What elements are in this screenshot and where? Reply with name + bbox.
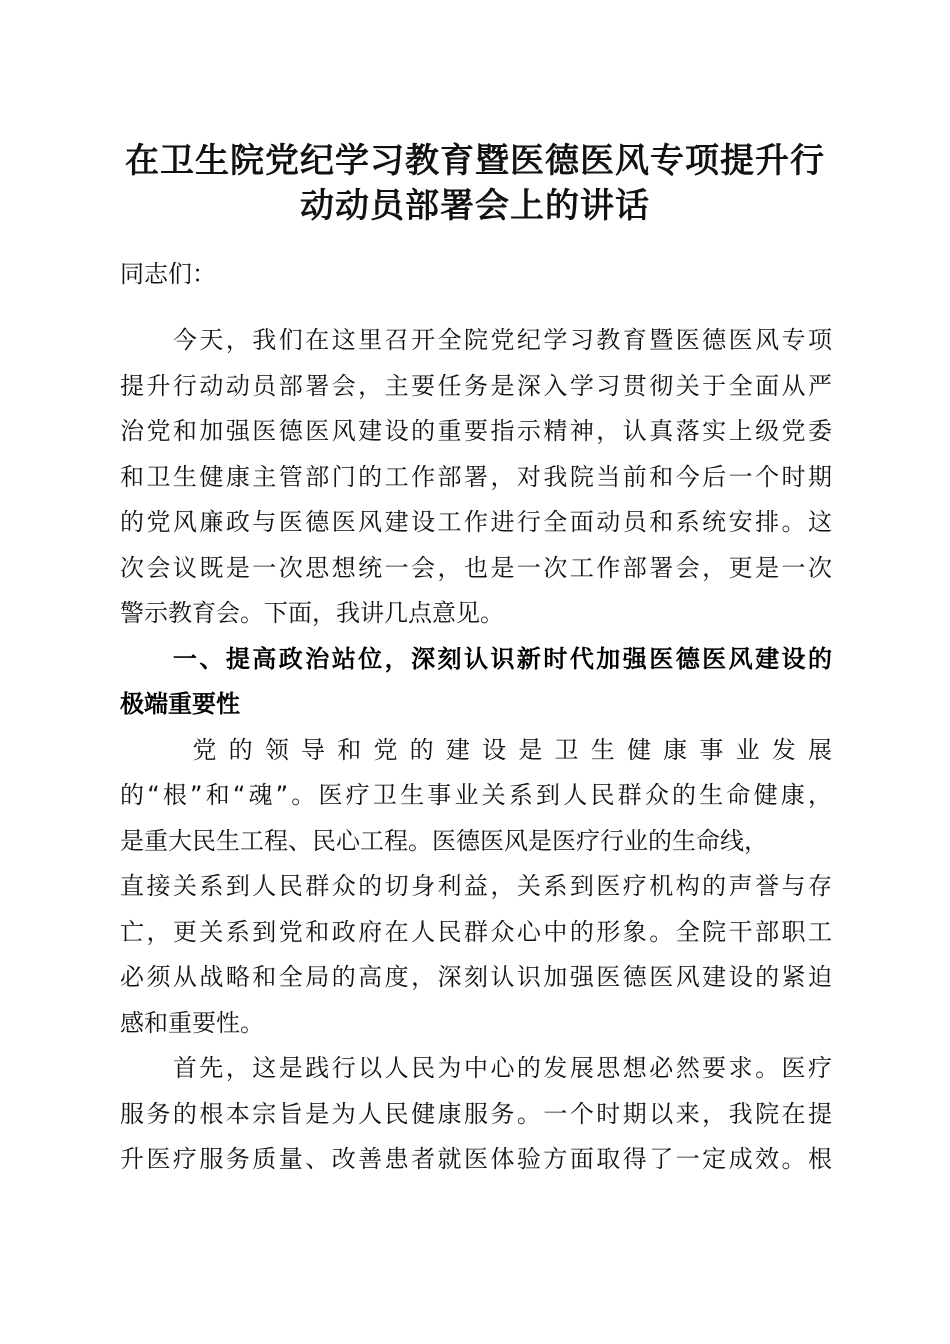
document-title-line-1: 在卫生院党纪学习教育暨医德医风专项提升行: [125, 141, 825, 181]
paragraph-2-line: 的“根”和“魂”。医疗卫生事业关系到人民群众的生命健康，: [120, 781, 832, 809]
paragraph-3-line: 升医疗服务质量、改善患者就医体验方面取得了一定成效。根: [120, 1145, 832, 1173]
paragraph-2-line: 是重大民生工程、民心工程。医德医风是医疗行业的生命线，: [120, 826, 768, 855]
paragraph-1-line: 警示教育会。下面，我讲几点意见。: [120, 599, 504, 627]
paragraph-1-line: 的党风廉政与医德医风建设工作进行全面动员和系统安排。这: [120, 508, 832, 536]
paragraph-1-line: 和卫生健康主管部门的工作部署，对我院当前和今后一个时期: [120, 462, 832, 491]
paragraph-2-line: 亡，更关系到党和政府在人民群众心中的形象。全院干部职工: [120, 917, 832, 946]
document-title-line-2: 动动员部署会上的讲话: [300, 186, 650, 226]
paragraph-2-line: 党的领导和党的建设是卫生健康事业发展: [120, 735, 832, 764]
paragraph-1-line: 今天，我们在这里召开全院党纪学习教育暨医德医风专项: [120, 326, 832, 354]
section-1-heading-line: 一、提高政治站位，深刻认识新时代加强医德医风建设的: [120, 644, 832, 673]
paragraph-2-line: 必须从战略和全局的高度，深刻认识加强医德医风建设的紧迫: [120, 963, 832, 991]
paragraph-3-line: 服务的根本宗旨是为人民健康服务。一个时期以来，我院在提: [120, 1099, 832, 1128]
salutation: 同志们：: [120, 260, 216, 288]
paragraph-2-line: 感和重要性。: [120, 1008, 264, 1037]
paragraph-3-line: 首先，这是践行以人民为中心的发展思想必然要求。医疗: [120, 1054, 832, 1082]
section-1-heading-line: 极端重要性: [120, 690, 240, 718]
paragraph-1-line: 提升行动动员部署会，主要任务是深入学习贯彻关于全面从严: [120, 371, 832, 400]
paragraph-2-line: 直接关系到人民群众的切身利益，关系到医疗机构的声誉与存: [120, 872, 832, 900]
paragraph-1-line: 次会议既是一次思想统一会，也是一次工作部署会，更是一次: [120, 553, 832, 582]
paragraph-1-line: 治党和加强医德医风建设的重要指示精神，认真落实上级党委: [120, 417, 832, 445]
